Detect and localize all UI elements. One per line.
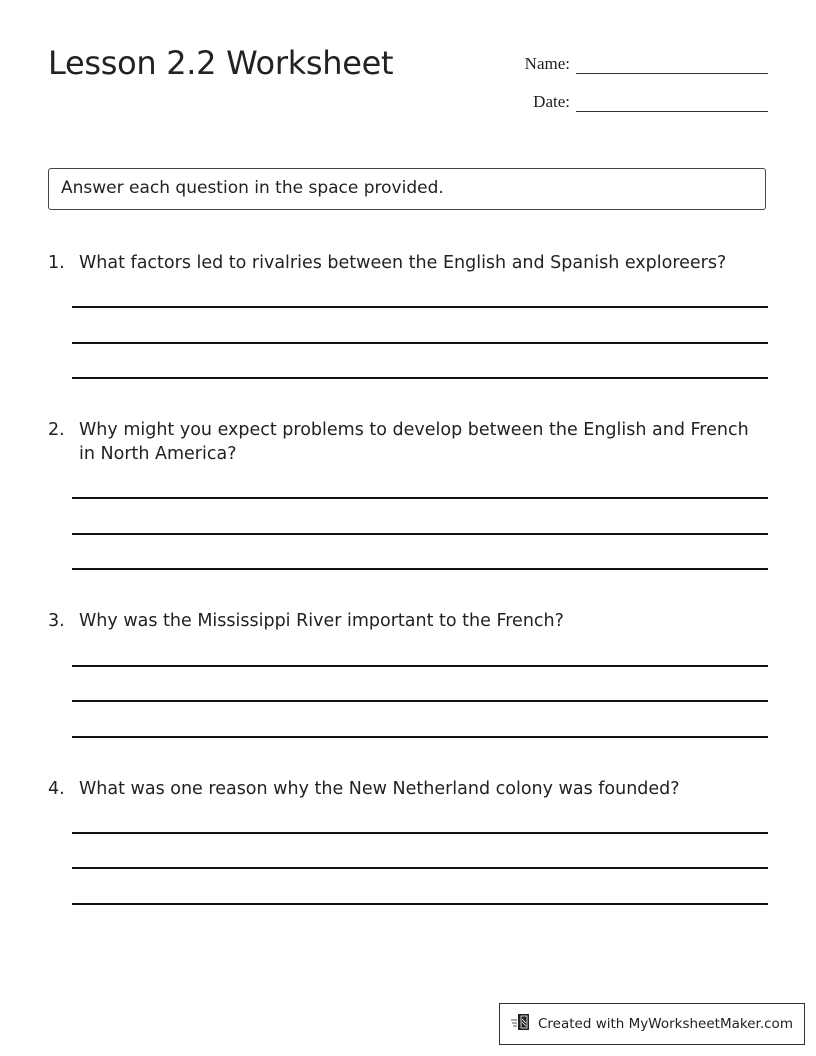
date-field-row — [533, 92, 768, 112]
question-number: 3. — [48, 611, 65, 631]
question-text: Why was the Mississippi River important to the French? — [79, 611, 564, 631]
answer-line-2-2[interactable] — [72, 533, 768, 535]
question-number: 2. — [48, 420, 65, 440]
answer-line-2-1[interactable] — [72, 497, 768, 499]
name-field-row — [525, 54, 768, 74]
question-1 — [48, 251, 768, 275]
answer-line-4-1[interactable] — [72, 832, 768, 834]
question-number: 1. — [48, 253, 65, 273]
created-with-badge[interactable] — [499, 1003, 805, 1045]
name-field[interactable] — [576, 55, 768, 74]
answer-line-3-1[interactable] — [72, 665, 768, 667]
date-label: Date: — [533, 92, 570, 111]
answer-line-1-3[interactable] — [72, 377, 768, 379]
answer-line-3-2[interactable] — [72, 700, 768, 702]
answer-line-3-3[interactable] — [72, 736, 768, 738]
page-title: Lesson 2.2 Worksheet — [48, 44, 394, 82]
answer-line-4-3[interactable] — [72, 903, 768, 905]
instructions-box: Answer each question in the space provided. — [48, 168, 766, 210]
question-3 — [48, 609, 768, 633]
question-2 — [48, 418, 768, 466]
answer-line-4-2[interactable] — [72, 867, 768, 869]
date-field[interactable] — [576, 93, 768, 112]
answer-line-1-2[interactable] — [72, 342, 768, 344]
answer-line-2-3[interactable] — [72, 568, 768, 570]
question-number: 4. — [48, 779, 65, 799]
answer-line-1-1[interactable] — [72, 306, 768, 308]
question-text: What was one reason why the New Netherland colony was founded? — [79, 779, 680, 799]
question-text: Why might you expect problems to develop between the English and French in North America? — [79, 420, 749, 464]
footer-text: Created with MyWorksheetMaker.com — [538, 1016, 793, 1032]
question-text: What factors led to rivalries between the English and Spanish exploreers? — [79, 253, 727, 273]
name-label: Name: — [524, 54, 570, 73]
worksheet-maker-logo-icon — [510, 1012, 538, 1036]
question-4 — [48, 777, 768, 801]
